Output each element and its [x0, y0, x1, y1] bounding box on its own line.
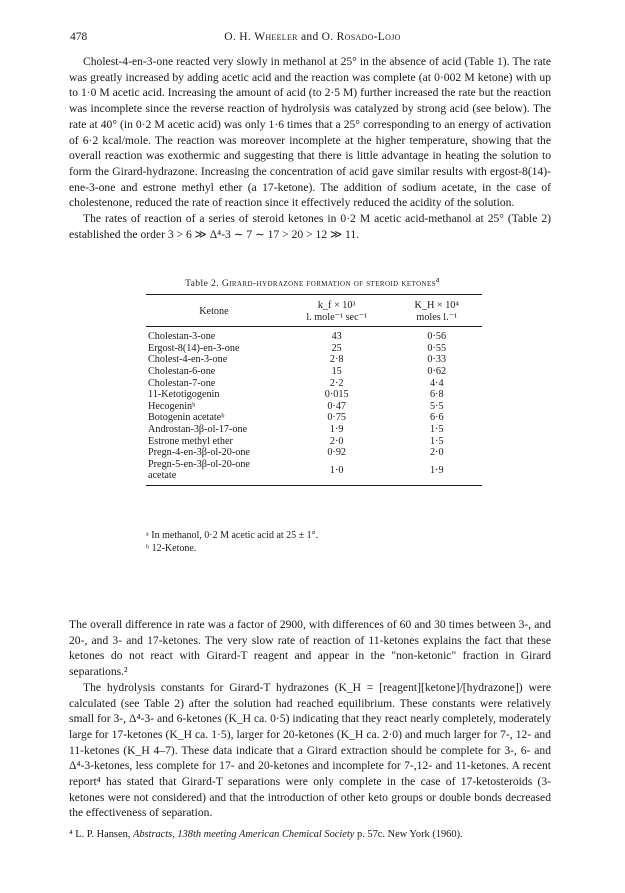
col-kf-units: l. mole⁻¹ sec⁻¹	[306, 311, 368, 323]
footnote-rest: p. 57c. New York (1960).	[354, 829, 463, 840]
cell-kf: 2·8	[329, 354, 344, 366]
table-caption	[0, 275, 625, 289]
table-row	[146, 354, 482, 366]
cell-kh: 1·9	[392, 459, 483, 486]
cell-ketone: Hecogeninᵇ	[148, 400, 196, 412]
footnote	[69, 828, 551, 841]
cell-kh: 0·55	[427, 342, 447, 354]
header-prefix-1: O. H.	[224, 31, 255, 43]
table-row	[146, 447, 482, 459]
col-kf-header	[282, 295, 392, 327]
paragraph-3: The overall difference in rate was a factor of 2900, with differences of 60 and 30 times between 3-, and 20-, and 3- and 17-ketones. The very slow rate of reaction of 11-ketones explains the fact that these ketones do not react with Girard-T reagent and appear in the "non-ketonic" fraction in Girard separations.²	[69, 618, 551, 679]
table-row	[146, 327, 482, 343]
paragraph-1: Cholest-4-en-3-one reacted very slowly in methanol at 25° in the absence of acid (Table 1). The rate was greatly increased by adding acetic acid and the reaction was complete (at 0·002 M ketone) with up to 1·0 M acetic acid. Increasing the amount of acid (to 2·5 M) further increased the rate but the reaction was incomplete since the reverse reaction of hydrolysis was catalyzed by strong acid (see below). The rate at 40° (in 0·2 M acetic acid) was only 1·6 times that a 25° corresponding to an energy of activation of 6·2 kcal/mole. The reaction was moreover incomplete at the higher temperature, showing that the overall reaction was exothermic and suggesting that there is little advantage in heating the solution to form the Girard-hydrazone. Increasing the concentration of acid gave similar results with ergost-8(14)-ene-3-one and estrone methyl ether (a 17-ketone). The addition of sodium acetate, in the case of cholestenone, reduced the rate of reaction since it effectively reduced the acidity of the solution.	[69, 55, 551, 210]
cell-kf: 43	[331, 331, 342, 343]
cell-kh: 1·5	[429, 423, 444, 435]
cell-kh: 1·5	[429, 435, 444, 447]
table-note-b: ᵇ 12-Ketone.	[146, 542, 197, 554]
cell-kh: 0·62	[427, 365, 447, 377]
table-caption-title: Girard-hydrazone formation of steroid ketones	[221, 278, 436, 290]
cell-ketone: Cholestan-3-one	[148, 331, 216, 343]
cell-ketone: Androstan-3β-ol-17-one	[148, 423, 248, 435]
table-row	[146, 412, 482, 424]
paragraph-2: The rates of reaction of a series of steroid ketones in 0·2 M acetic acid-methanol at 25° (Table 2) established the order 3 > 6 ≫ Δ⁴-3 ∼ 7 ∼ 17 > 20 > 12 ≫ 11.	[69, 212, 551, 241]
cell-ketone: Botogenin acetateᵇ	[148, 412, 225, 424]
cell-kf: 0·47	[327, 400, 347, 412]
body-text	[69, 617, 551, 821]
col-kf-label: k_f × 10³	[317, 300, 356, 311]
cell-ketone: Estrone methyl ether	[148, 435, 233, 447]
table-caption-lead: Table 2.	[185, 278, 222, 290]
footnote-mark: ⁴	[69, 829, 76, 840]
cell-ketone: Cholestan-6-one	[148, 365, 216, 377]
cell-kf: 0·92	[327, 447, 347, 459]
header-and: and O.	[297, 31, 337, 43]
col-kh-units: moles l.⁻¹	[416, 311, 458, 323]
paragraph-4: The hydrolysis constants for Girard-T hydrazones (K_H = [reagent][ketone]/[hydrazone]) were calculated (see Table 2) after the solution had reached equilibrium. These constants were relatively small for 3-, Δ⁴-3- and 6-ketones (K_H ca. 0·5) indicating that they react nearly completely, moderately large for 17-ketones (K_H ca. 1·5), larger for 20-ketones (K_H ca. 2·0) and much larger for 7-, 12- and 11-ketones (K_H 4–7). These data indicate that a Girard extraction should be complete for 3-, 6- and Δ⁴-3-ketones, less complete for 17- and 20-ketones and incomplete for 7-,12- and 11-ketones. A recent report⁴ has stated that Girard-T separations were only complete in the case of 17-ketosteroids (3-ketones were not considered) and that the introduction of other keto groups or double bonds decreased the effectiveness of separation.	[69, 680, 551, 820]
cell-kh: 0·33	[427, 354, 447, 366]
running-header	[0, 31, 625, 43]
cell-kh: 6·8	[429, 389, 444, 401]
cell-ketone: 11-Ketotigogenin	[148, 389, 220, 401]
table-row	[146, 401, 482, 413]
cell-ketone: Cholestan-7-one	[148, 377, 216, 389]
cell-kf: 2·2	[329, 377, 344, 389]
cell-ketone: Pregn-4-en-3β-ol-20-one	[148, 447, 250, 459]
table-row	[146, 389, 482, 401]
cell-kh: 2·0	[429, 447, 444, 459]
footnote-journal: Abstracts, 138th meeting American Chemical Society	[132, 829, 355, 840]
cell-kh: 5·5	[429, 400, 444, 412]
table-row	[146, 424, 482, 436]
cell-kf: 25	[331, 342, 342, 354]
footnote-author: L. P. Hansen,	[75, 829, 133, 840]
page-number: 478	[70, 31, 88, 43]
header-author-1: Wheeler	[254, 31, 298, 43]
cell-kh: 4·4	[429, 377, 444, 389]
cell-kh: 6·6	[429, 412, 444, 424]
cell-kf: 1·9	[329, 423, 344, 435]
header-author-2: Rosado-Lojo	[336, 31, 401, 43]
cell-kf: 1·0	[282, 459, 392, 486]
table-caption-mark: a	[435, 275, 440, 284]
cell-kh: 0·56	[427, 331, 447, 343]
cell-kf: 2·0	[329, 435, 344, 447]
table-row	[146, 436, 482, 448]
col-kh-label: K_H × 10⁴	[414, 300, 459, 311]
table-row	[146, 366, 482, 378]
col-kh-header	[392, 295, 483, 327]
table-row	[146, 378, 482, 390]
cell-ketone: Pregn-5-en-3β-ol-20-one acetate	[146, 459, 282, 486]
cell-ketone: Ergost-8(14)-en-3-one	[148, 342, 240, 354]
cell-kf: 15	[331, 365, 342, 377]
cell-ketone: Cholest-4-en-3-one	[148, 354, 228, 366]
table-note-a: ᵃ In methanol, 0·2 M acetic acid at 25 ± 1°.	[146, 530, 319, 541]
table-notes	[146, 530, 318, 555]
rate-table	[146, 294, 482, 486]
cell-kf: 0·75	[327, 412, 347, 424]
cell-kf: 0·015	[324, 389, 349, 401]
table-row	[146, 343, 482, 355]
table-row	[146, 459, 482, 486]
col-ketone-header: Ketone	[146, 295, 282, 327]
intro-text	[69, 54, 551, 242]
